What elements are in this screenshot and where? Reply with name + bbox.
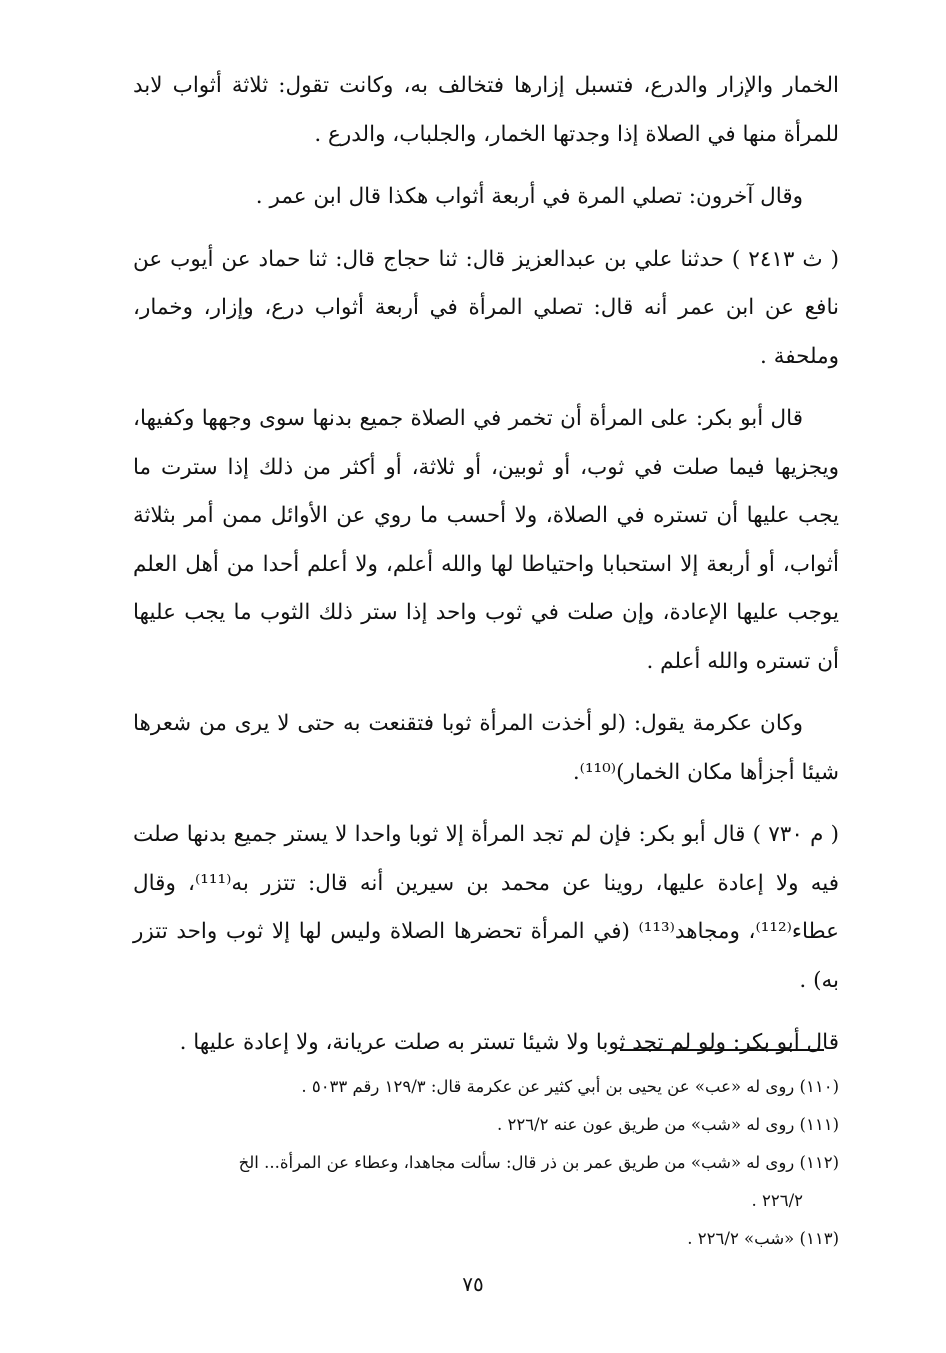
footnote-111: (١١١) روى له «شب» من طريق عون عنه ٢٢٦/٢ .	[496, 1115, 839, 1134]
footnotes	[160, 1068, 839, 1258]
paragraph-1: الخمار والإزار والدرع، فتسبل إزارها فتخالف به، وكانت تقول: ثلاثة أثواب لابد للمرأة منها في الصلاة إذا وجدتها الخمار، والجلباب، والدرع .	[133, 73, 839, 147]
footnote-112-continuation: ٢٢٦/٢ .	[751, 1191, 803, 1210]
main-text	[133, 62, 839, 1068]
footnote-112	[160, 1144, 839, 1220]
footnote-113: (١١٣) «شب» ٢٢٦/٢ .	[687, 1229, 839, 1248]
footnote-112-text: (١١٢) روى له «شب» من طريق عمر بن ذر قال: سألت مجاهدا، وعطاء عن المرأة... الخ	[238, 1153, 839, 1172]
paragraph-4: قال أبو بكر: على المرأة أن تخمر في الصلاة جميع بدنها سوى وجهها وكفيها، ويجزيها فيما صلت في ثوب، أو ثوبين، أو ثلاثة، أو أكثر من ذلك إذا سترت ما يجب عليها أن تستره في الصلاة، ولا أحسب ما روي عن الأوائل ممن أمر بثلاثة أثواب، أو أربعة إلا استحبابا واحتياطا لها والله أعلم، ولا أعلم أحدا من أهل العلم يوجب عليها الإعادة، وإن صلت في ثوب واحد إذا ستر ذلك الثوب ما يجب عليها أن تستره والله أعلم .	[133, 406, 839, 674]
paragraph-5: وكان عكرمة يقول: (لو أخذت المرأة ثوبا فتقنعت به حتى لا يرى من شعرها شيئا أجزأها مكان الخمار)⁽¹¹⁰⁾.	[133, 711, 839, 785]
paragraph-6: ( م ٧٣٠ ) قال أبو بكر: فإن لم تجد المرأة إلا ثوبا واحدا لا يستر جميع بدنها صلت فيه ولا إعادة عليها، روينا عن محمد بن سيرين أنه قال: تتزر به⁽¹¹¹⁾، وقال عطاء⁽¹¹²⁾، ومجاهد⁽¹¹³⁾ (في المرأة تحضرها الصلاة وليس لها إلا ثوب واحد تتزر به) .	[133, 822, 840, 993]
paragraph-2: وقال آخرون: تصلي المرة في أربعة أثواب هكذا قال ابن عمر .	[255, 184, 803, 209]
footnote-110: (١١٠) روى له «عب» عن يحيى بن أبي كثير عن عكرمة قال: ١٢٩/٣ رقم ٥٠٣٣ .	[301, 1077, 839, 1096]
page-number: ٧٥	[462, 1272, 484, 1296]
paragraph-7: قال أبو بكر: ولو لم تجد ثوبا ولا شيئا تستر به صلت عريانة، ولا إعادة عليها .	[179, 1030, 839, 1055]
paragraph-3: ( ث ٢٤١٣ ) حدثنا علي بن عبدالعزيز قال: ثنا حجاج قال: ثنا حماد عن أيوب عن نافع عن ابن عمر أنه قال: تصلي المرأة في أربعة أثواب درع، وإزار، وخمار، وملحفة .	[133, 246, 839, 369]
footnote-separator	[620, 1049, 824, 1051]
